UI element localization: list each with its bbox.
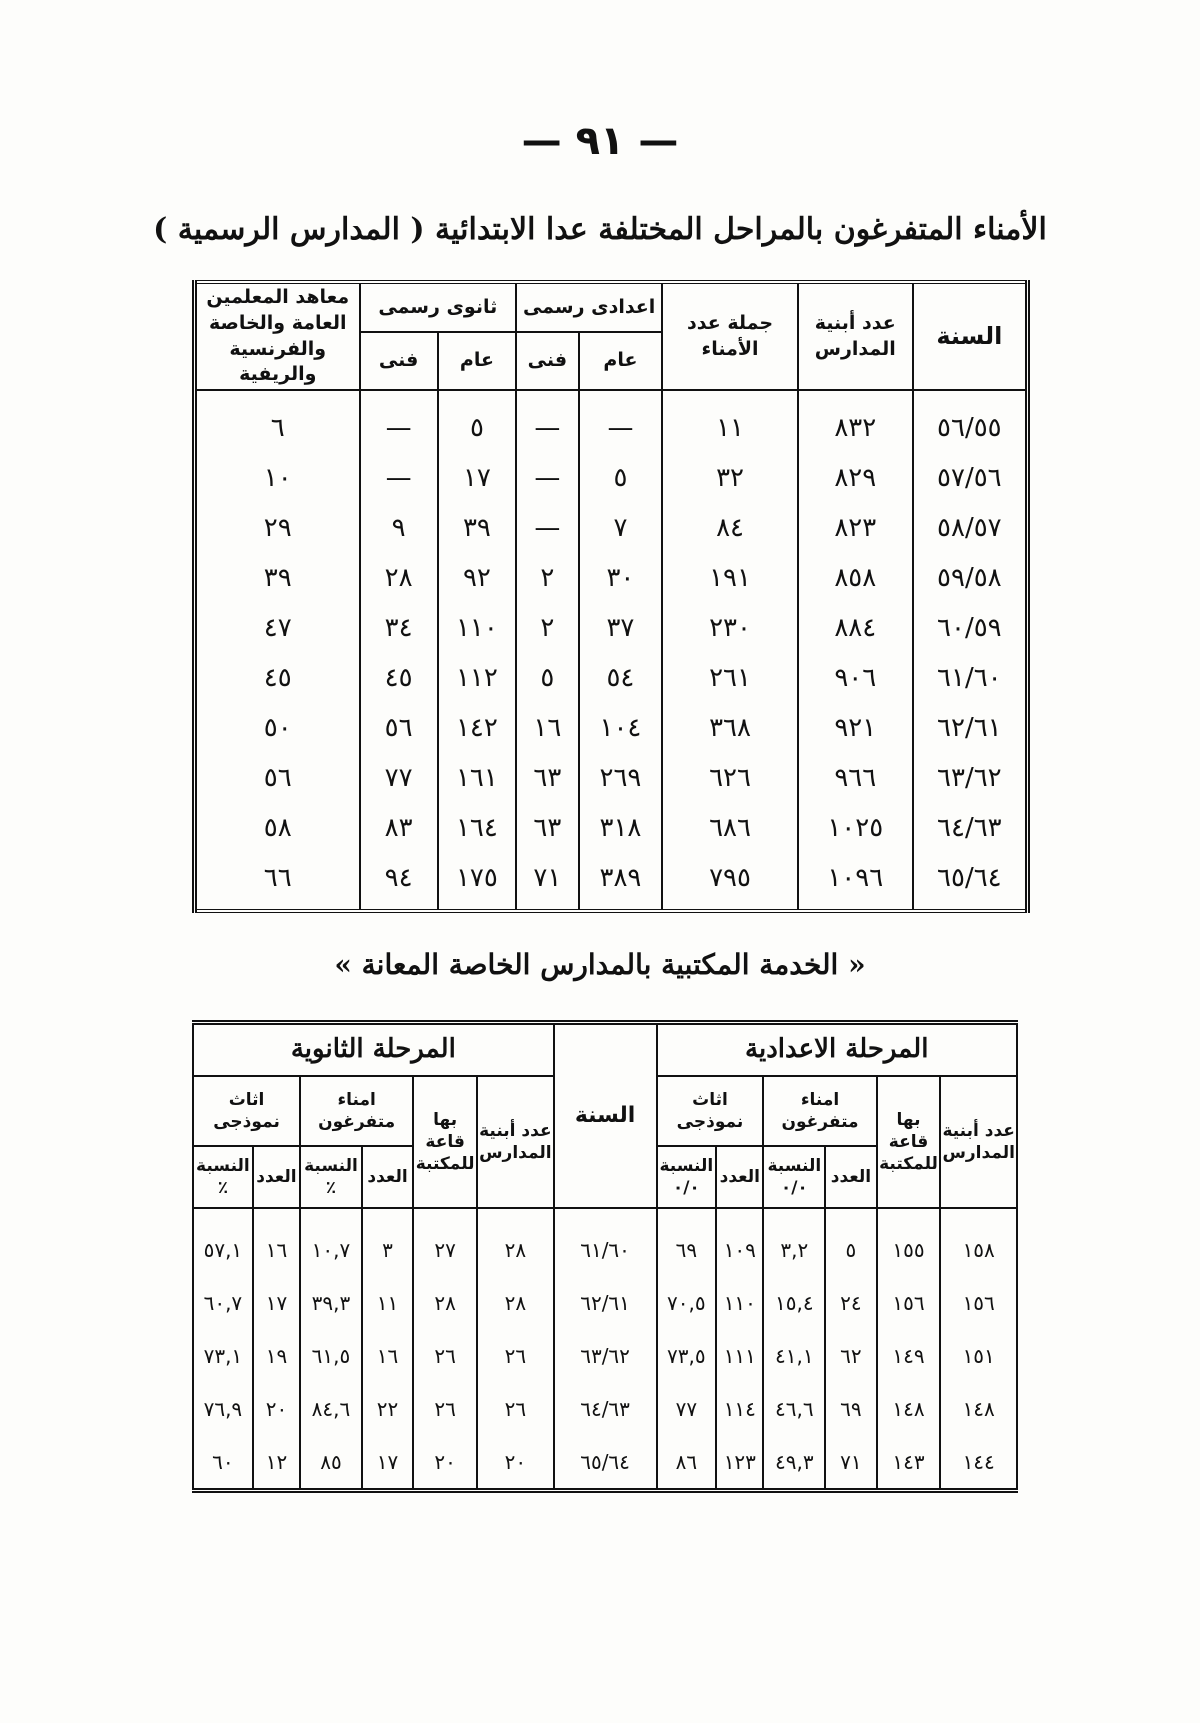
cell-buildings: ٨٨٤ xyxy=(798,603,913,653)
library-services-table xyxy=(192,1020,1018,1493)
header-sec-technical: فنى xyxy=(360,332,438,390)
cell-year: ٥٨/٥٧ xyxy=(913,503,1028,553)
cell-s-furn-pct: ٥٧,١ xyxy=(193,1208,253,1276)
cell-prep-technical: ١٦ xyxy=(516,703,579,753)
header-school-buildings: عدد أبنية المدارس xyxy=(798,282,913,390)
cell-s-library: ٢٦ xyxy=(413,1382,477,1435)
cell-prep-technical: ٦٣ xyxy=(516,753,579,803)
cell-s-furn-count: ١٦ xyxy=(253,1208,300,1276)
table1-body xyxy=(195,390,1028,911)
cell-year: ٦٣/٦٢ xyxy=(554,1329,657,1382)
cell-buildings: ٨٥٨ xyxy=(798,553,913,603)
cell-year: ٦١/٦٠ xyxy=(554,1208,657,1276)
cell-p-library: ١٤٨ xyxy=(877,1382,941,1435)
cell-prep-general: ٥٤ xyxy=(579,653,663,703)
header-prep-stage: المرحلة الاعدادية xyxy=(657,1023,1018,1077)
cell-total: ٣٢ xyxy=(662,453,798,503)
cell-p-library: ١٥٥ xyxy=(877,1208,941,1276)
cell-institutes: ٥٠ xyxy=(195,703,360,753)
header-prep-technical: فنى xyxy=(516,332,579,390)
table-row xyxy=(193,1329,1017,1382)
cell-institutes: ١٠ xyxy=(195,453,360,503)
cell-sec-technical: ٩ xyxy=(360,503,438,553)
cell-p-sec-pct: ٤٦,٦ xyxy=(763,1382,825,1435)
cell-s-sec-pct: ٨٤,٦ xyxy=(300,1382,362,1435)
header-p-furn-pct: النسبة ٠/٠ xyxy=(657,1146,717,1208)
cell-year: ٦٥/٦٤ xyxy=(554,1435,657,1491)
cell-sec-general: ١٦٤ xyxy=(438,803,516,853)
cell-sec-technical: ٩٤ xyxy=(360,853,438,911)
cell-year: ٦٤/٦٣ xyxy=(913,803,1028,853)
cell-sec-general: ١٧ xyxy=(438,453,516,503)
cell-p-furn-pct: ٧٧ xyxy=(657,1382,717,1435)
cell-sec-general: ١١٠ xyxy=(438,603,516,653)
cell-s-buildings: ٢٨ xyxy=(477,1276,554,1329)
header-s-sec-pct: النسبة ٪ xyxy=(300,1146,362,1208)
cell-s-furn-count: ٢٠ xyxy=(253,1382,300,1435)
cell-total: ٣٦٨ xyxy=(662,703,798,753)
cell-s-buildings: ٢٨ xyxy=(477,1208,554,1276)
cell-sec-technical: — xyxy=(360,390,438,453)
cell-p-furn-count: ١١٠ xyxy=(716,1276,763,1329)
cell-p-furn-count: ١١١ xyxy=(716,1329,763,1382)
cell-year: ٦٠/٥٩ xyxy=(913,603,1028,653)
cell-year: ٥٦/٥٥ xyxy=(913,390,1028,453)
cell-s-sec-count: ٢٢ xyxy=(362,1382,413,1435)
table-row xyxy=(195,503,1028,553)
cell-p-sec-count: ٦٢ xyxy=(825,1329,876,1382)
cell-institutes: ٦ xyxy=(195,390,360,453)
header-year: السنة xyxy=(913,282,1028,390)
cell-institutes: ٣٩ xyxy=(195,553,360,603)
cell-p-sec-count: ٥ xyxy=(825,1208,876,1276)
cell-s-furn-count: ١٢ xyxy=(253,1435,300,1491)
cell-s-library: ٢٧ xyxy=(413,1208,477,1276)
cell-institutes: ٥٦ xyxy=(195,753,360,803)
official-schools-secretaries-table xyxy=(192,280,1030,913)
cell-s-buildings: ٢٦ xyxy=(477,1382,554,1435)
cell-total: ٧٩٥ xyxy=(662,853,798,911)
cell-sec-general: ٣٩ xyxy=(438,503,516,553)
cell-prep-technical: ٧١ xyxy=(516,853,579,911)
cell-total: ١١ xyxy=(662,390,798,453)
cell-year: ٦١/٦٠ xyxy=(913,653,1028,703)
header-p-buildings: عدد أبنية المدارس xyxy=(940,1076,1017,1208)
cell-prep-technical: — xyxy=(516,390,579,453)
cell-year: ٦٥/٦٤ xyxy=(913,853,1028,911)
cell-sec-technical: ٧٧ xyxy=(360,753,438,803)
cell-sec-general: ١٧٥ xyxy=(438,853,516,911)
cell-total: ٦٨٦ xyxy=(662,803,798,853)
cell-buildings: ١٠٩٦ xyxy=(798,853,913,911)
cell-p-buildings: ١٤٨ xyxy=(940,1382,1017,1435)
cell-p-sec-pct: ٤١,١ xyxy=(763,1329,825,1382)
cell-p-buildings: ١٥٦ xyxy=(940,1276,1017,1329)
cell-s-furn-pct: ٧٦,٩ xyxy=(193,1382,253,1435)
cell-s-sec-pct: ٣٩,٣ xyxy=(300,1276,362,1329)
header-prep-official: اعدادى رسمى xyxy=(516,282,662,332)
cell-p-furn-count: ١٠٩ xyxy=(716,1208,763,1276)
cell-p-sec-count: ٧١ xyxy=(825,1435,876,1491)
cell-buildings: ٩٢١ xyxy=(798,703,913,753)
cell-buildings: ٨٢٩ xyxy=(798,453,913,503)
cell-institutes: ٢٩ xyxy=(195,503,360,553)
header-year: السنة xyxy=(554,1023,657,1209)
cell-prep-technical: ٦٣ xyxy=(516,803,579,853)
cell-total: ٢٦١ xyxy=(662,653,798,703)
cell-p-sec-count: ٢٤ xyxy=(825,1276,876,1329)
cell-buildings: ٩٦٦ xyxy=(798,753,913,803)
cell-s-sec-count: ١٧ xyxy=(362,1435,413,1491)
cell-total: ١٩١ xyxy=(662,553,798,603)
cell-sec-general: ٥ xyxy=(438,390,516,453)
cell-s-library: ٢٦ xyxy=(413,1329,477,1382)
cell-s-sec-count: ٣ xyxy=(362,1208,413,1276)
cell-p-library: ١٤٣ xyxy=(877,1435,941,1491)
cell-p-furn-pct: ٨٦ xyxy=(657,1435,717,1491)
table-row xyxy=(195,453,1028,503)
cell-s-buildings: ٢٠ xyxy=(477,1435,554,1491)
cell-p-sec-pct: ٤٩,٣ xyxy=(763,1435,825,1491)
cell-p-buildings: ١٤٤ xyxy=(940,1435,1017,1491)
table-row xyxy=(195,390,1028,453)
cell-sec-general: ١٤٢ xyxy=(438,703,516,753)
table-row xyxy=(195,553,1028,603)
header-s-secretaries: امناء متفرغون xyxy=(300,1076,413,1146)
cell-p-sec-count: ٦٩ xyxy=(825,1382,876,1435)
cell-p-furn-pct: ٧٣,٥ xyxy=(657,1329,717,1382)
cell-year: ٥٩/٥٨ xyxy=(913,553,1028,603)
cell-s-sec-count: ١١ xyxy=(362,1276,413,1329)
table-row xyxy=(195,753,1028,803)
cell-p-furn-count: ١٢٣ xyxy=(716,1435,763,1491)
cell-prep-general: ٣١٨ xyxy=(579,803,663,853)
cell-sec-technical: — xyxy=(360,453,438,503)
cell-s-sec-pct: ١٠,٧ xyxy=(300,1208,362,1276)
cell-s-sec-pct: ٦١,٥ xyxy=(300,1329,362,1382)
cell-p-buildings: ١٥١ xyxy=(940,1329,1017,1382)
cell-p-sec-pct: ١٥,٤ xyxy=(763,1276,825,1329)
cell-year: ٦٢/٦١ xyxy=(554,1276,657,1329)
cell-prep-general: ٣٧ xyxy=(579,603,663,653)
cell-s-buildings: ٢٦ xyxy=(477,1329,554,1382)
cell-s-furn-pct: ٦٠,٧ xyxy=(193,1276,253,1329)
cell-sec-technical: ٢٨ xyxy=(360,553,438,603)
table-row xyxy=(195,653,1028,703)
cell-s-furn-pct: ٧٣,١ xyxy=(193,1329,253,1382)
header-p-library: بها قاعة للمكتبة xyxy=(877,1076,941,1208)
cell-institutes: ٦٦ xyxy=(195,853,360,911)
cell-s-sec-pct: ٨٥ xyxy=(300,1435,362,1491)
table-row xyxy=(193,1276,1017,1329)
header-p-furniture: اثاث نموذجى xyxy=(657,1076,764,1146)
header-s-furniture: اثاث نموذجى xyxy=(193,1076,300,1146)
cell-prep-technical: — xyxy=(516,503,579,553)
header-total-secretaries: جملة عدد الأمناء xyxy=(662,282,798,390)
table-row xyxy=(193,1382,1017,1435)
header-p-sec-count: العدد xyxy=(825,1146,876,1208)
cell-prep-general: ٢٦٩ xyxy=(579,753,663,803)
cell-sec-general: ١١٢ xyxy=(438,653,516,703)
cell-year: ٦٣/٦٢ xyxy=(913,753,1028,803)
table-row xyxy=(195,853,1028,911)
cell-prep-general: ٧ xyxy=(579,503,663,553)
header-p-secretaries: امناء متفرغون xyxy=(763,1076,876,1146)
header-p-sec-pct: النسبة ٠/٠ xyxy=(763,1146,825,1208)
cell-sec-technical: ٣٤ xyxy=(360,603,438,653)
cell-institutes: ٤٧ xyxy=(195,603,360,653)
cell-prep-technical: ٢ xyxy=(516,553,579,603)
cell-s-sec-count: ١٦ xyxy=(362,1329,413,1382)
header-secondary-stage: المرحلة الثانوية xyxy=(193,1023,554,1077)
cell-prep-technical: ٢ xyxy=(516,603,579,653)
cell-prep-technical: — xyxy=(516,453,579,503)
cell-s-furn-count: ١٧ xyxy=(253,1276,300,1329)
table-row xyxy=(195,603,1028,653)
header-prep-general: عام xyxy=(579,332,663,390)
cell-total: ٨٤ xyxy=(662,503,798,553)
cell-year: ٦٤/٦٣ xyxy=(554,1382,657,1435)
cell-prep-general: ٣٨٩ xyxy=(579,853,663,911)
table-row xyxy=(193,1435,1017,1491)
cell-institutes: ٤٥ xyxy=(195,653,360,703)
header-teacher-institutes: معاهد المعلمين العامة والخاصة والفرنسية والريفية xyxy=(195,282,360,390)
table2-title: « الخدمة المكتبية بالمدارس الخاصة المعانة » xyxy=(334,948,866,981)
table2-body xyxy=(193,1208,1017,1491)
header-s-library: بها قاعة للمكتبة xyxy=(413,1076,477,1208)
cell-p-furn-pct: ٦٩ xyxy=(657,1208,717,1276)
cell-s-library: ٢٨ xyxy=(413,1276,477,1329)
header-s-furn-count: العدد xyxy=(253,1146,300,1208)
cell-sec-general: ٩٢ xyxy=(438,553,516,603)
header-secondary-official: ثانوى رسمى xyxy=(360,282,517,332)
header-sec-general: عام xyxy=(438,332,516,390)
cell-prep-general: ٣٠ xyxy=(579,553,663,603)
cell-sec-technical: ٥٦ xyxy=(360,703,438,753)
table-row xyxy=(195,803,1028,853)
table-row xyxy=(193,1208,1017,1276)
cell-p-library: ١٥٦ xyxy=(877,1276,941,1329)
cell-p-buildings: ١٥٨ xyxy=(940,1208,1017,1276)
cell-institutes: ٥٨ xyxy=(195,803,360,853)
cell-year: ٦٢/٦١ xyxy=(913,703,1028,753)
cell-sec-general: ١٦١ xyxy=(438,753,516,803)
cell-buildings: ١٠٢٥ xyxy=(798,803,913,853)
cell-p-sec-pct: ٣,٢ xyxy=(763,1208,825,1276)
cell-p-furn-count: ١١٤ xyxy=(716,1382,763,1435)
header-p-furn-count: العدد xyxy=(716,1146,763,1208)
header-s-sec-count: العدد xyxy=(362,1146,413,1208)
table1-title: الأمناء المتفرغون بالمراحل المختلفة عدا الابتدائية ( المدارس الرسمية ) xyxy=(153,212,1047,247)
cell-sec-technical: ٨٣ xyxy=(360,803,438,853)
header-s-buildings: عدد أبنية المدارس xyxy=(477,1076,554,1208)
cell-total: ٦٢٦ xyxy=(662,753,798,803)
cell-prep-general: ٥ xyxy=(579,453,663,503)
cell-s-furn-pct: ٦٠ xyxy=(193,1435,253,1491)
page-number: — ٩١ — xyxy=(521,118,679,164)
cell-prep-general: — xyxy=(579,390,663,453)
header-s-furn-pct: النسبة ٪ xyxy=(193,1146,253,1208)
cell-p-library: ١٤٩ xyxy=(877,1329,941,1382)
cell-buildings: ٨٢٣ xyxy=(798,503,913,553)
cell-sec-technical: ٤٥ xyxy=(360,653,438,703)
cell-p-furn-pct: ٧٠,٥ xyxy=(657,1276,717,1329)
cell-buildings: ٩٠٦ xyxy=(798,653,913,703)
table-row xyxy=(195,703,1028,753)
cell-s-furn-count: ١٩ xyxy=(253,1329,300,1382)
cell-s-library: ٢٠ xyxy=(413,1435,477,1491)
cell-total: ٢٣٠ xyxy=(662,603,798,653)
cell-buildings: ٨٣٢ xyxy=(798,390,913,453)
cell-prep-general: ١٠٤ xyxy=(579,703,663,753)
cell-year: ٥٧/٥٦ xyxy=(913,453,1028,503)
cell-prep-technical: ٥ xyxy=(516,653,579,703)
